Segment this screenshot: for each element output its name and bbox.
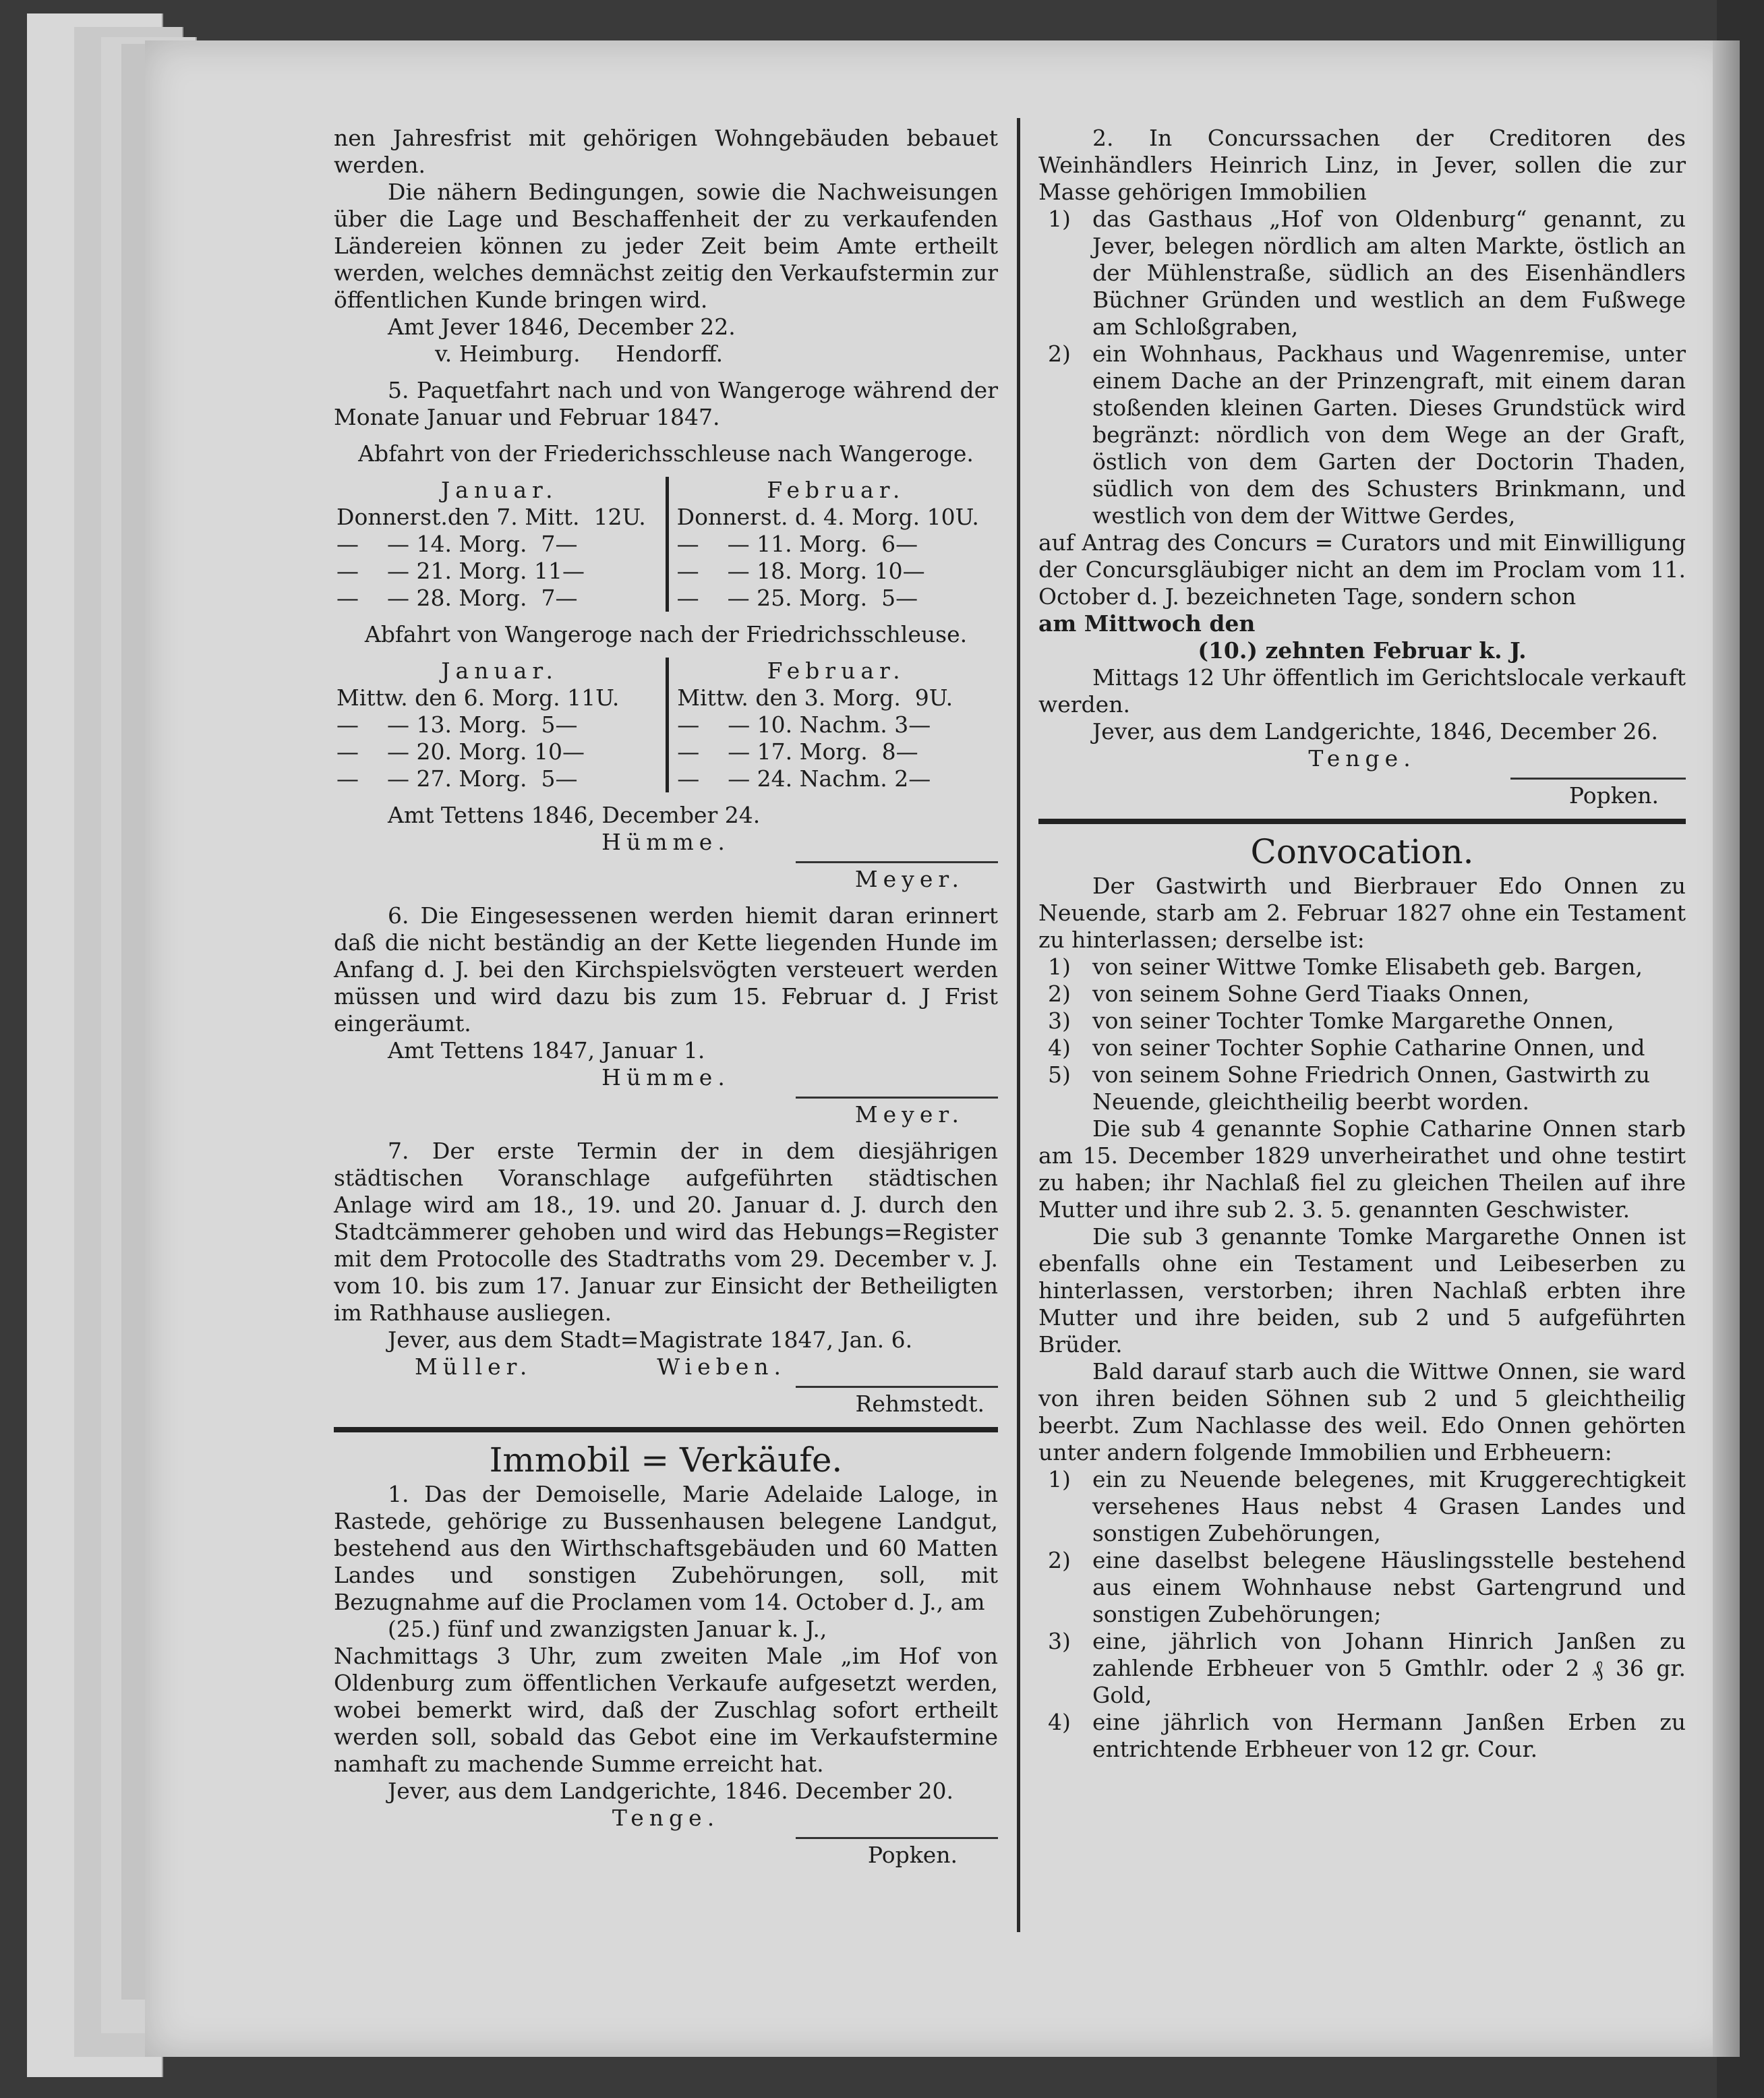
table-cell: Mittw. den 6. Morg. 11U. bbox=[336, 684, 620, 711]
list-item bbox=[1038, 1035, 1686, 1061]
column-divider bbox=[1017, 118, 1020, 1932]
section-heading-convocation: Convocation. bbox=[1250, 832, 1474, 871]
table-cell: — — 14. Morg. 7— bbox=[336, 531, 578, 557]
signature-humme-1: Hümme. bbox=[601, 829, 730, 855]
table-cell: — — 27. Morg. 5— bbox=[336, 765, 578, 792]
list-number: 3) bbox=[1048, 1628, 1071, 1654]
table-row bbox=[334, 738, 998, 765]
paragraph-mittags: Mittags 12 Uhr öffentlich im Gerichtslocale verkauft werden. bbox=[1038, 664, 1686, 718]
signature-meyer-1: Meyer. bbox=[854, 866, 964, 892]
table-header-february: Februar. bbox=[767, 477, 906, 503]
list-text: eine, jährlich von Johann Hinrich Janßen zu zahlende Erbheuer von 5 Gmthlr. oder 2 ₰ 36 gr. Gold, bbox=[1092, 1628, 1686, 1708]
signature-tenge-2: Tenge. bbox=[1308, 745, 1416, 771]
dateline-amt-jever: Amt Jever 1846, December 22. bbox=[388, 314, 736, 340]
list-item bbox=[1038, 1061, 1686, 1115]
table-cell: — — 17. Morg. 8— bbox=[677, 738, 918, 765]
convocation-paragraph-4: Bald darauf starb auch die Wittwe Onnen, sie ward von ihren beiden Söhnen sub 2 und 5 gleichtheilig beerbt. Zum Nachlasse des weil. Edo Onnen gehörten unter andern folgende Immobilien und Erbheuern: bbox=[1038, 1358, 1686, 1465]
list-number: 4) bbox=[1048, 1709, 1071, 1735]
convocation-paragraph-1: Der Gastwirth und Bierbrauer Edo Onnen zu Neuende, starb am 2. Februar 1827 ohne ein Testament zu hinterlassen; derselbe ist: bbox=[1038, 873, 1686, 953]
section-heading-immobil: Immobil = Verkäufe. bbox=[489, 1440, 843, 1480]
signature-rehmstedt: Rehmstedt. bbox=[855, 1391, 984, 1417]
list-text: eine daselbst belegene Häuslingsstelle bestehend aus einem Wohnhause nebst Gartengrund und sonstigen Zubehörungen; bbox=[1092, 1547, 1686, 1627]
notice-item-2: 2. In Concurssachen der Creditoren des Weinhändlers Heinrich Linz, in Jever, sollen die zur Masse gehörigen Immobilien bbox=[1038, 125, 1686, 205]
list-number: 2) bbox=[1048, 341, 1071, 367]
immobil-item-1-date: (25.) fünf und zwanzigsten Januar k. J., bbox=[388, 1616, 827, 1642]
dateline-jever-land-2: Jever, aus dem Landgerichte, 1846, December 26. bbox=[1092, 718, 1658, 745]
notice-item-5: 5. Paquetfahrt nach und von Wangeroge während der Monate Januar und Februar 1847. bbox=[334, 377, 998, 430]
table-cell: — — 10. Nachm. 3— bbox=[677, 711, 931, 738]
list-text: von seiner Wittwe Tomke Elisabeth geb. Bargen, bbox=[1092, 954, 1643, 980]
heirs-list bbox=[1038, 954, 1686, 1115]
list-number: 4) bbox=[1048, 1035, 1071, 1061]
list-item bbox=[1038, 981, 1686, 1008]
table-row bbox=[334, 711, 998, 738]
signature-mueller-wieben: Müller. Wieben. bbox=[415, 1353, 787, 1380]
sale-date: (10.) zehnten Februar k. J. bbox=[1198, 637, 1527, 664]
signature-tenge-1: Tenge. bbox=[612, 1805, 720, 1831]
section-rule bbox=[1038, 819, 1686, 824]
table-cell: — — 20. Morg. 10— bbox=[336, 738, 585, 765]
page-binding bbox=[1713, 40, 1740, 2057]
schedule-table-2 bbox=[334, 658, 998, 792]
list-item bbox=[1038, 954, 1686, 981]
sale-weekday: am Mittwoch den bbox=[1038, 610, 1256, 637]
table-cell: — — 13. Morg. 5— bbox=[336, 711, 578, 738]
signature-popken-2: Popken. bbox=[1568, 782, 1659, 809]
table-row bbox=[334, 765, 998, 792]
signature-humme-2: Hümme. bbox=[601, 1064, 730, 1090]
list-number: 3) bbox=[1048, 1008, 1071, 1034]
table-cell: — — 24. Nachm. 2— bbox=[677, 765, 931, 792]
signature-popken-1: Popken. bbox=[867, 1842, 958, 1868]
signature-jever: v. Heimburg. Hendorff. bbox=[435, 341, 724, 367]
dateline-amt-tettens-1: Amt Tettens 1846, December 24. bbox=[388, 802, 761, 828]
property-list bbox=[1038, 206, 1686, 529]
list-text: von seiner Tochter Sophie Catharine Onnen, und bbox=[1092, 1035, 1645, 1061]
notice-item-6: 6. Die Eingesessenen werden hiemit daran erinnert daß die nicht beständig an der Kette liegenden Hunde im Anfang d. J. bei den Kirchspielsvögten versteuert werden müssen und wird dazu bis zum 15. Februar d. J Frist eingeräumt. bbox=[334, 902, 998, 1037]
table-cell: — — 21. Morg. 11— bbox=[336, 558, 585, 584]
list-text: von seiner Tochter Tomke Margarethe Onnen, bbox=[1092, 1008, 1614, 1034]
table-row bbox=[334, 684, 998, 711]
table-cell: Donnerst.den 7. Mitt. 12U. bbox=[336, 504, 646, 530]
list-number: 2) bbox=[1048, 1547, 1071, 1573]
list-text: eine jährlich von Hermann Janßen Erben zu entrichtende Erbheuer von 12 gr. Cour. bbox=[1092, 1709, 1686, 1762]
table-row bbox=[334, 504, 998, 531]
list-number: 5) bbox=[1048, 1061, 1071, 1088]
signature-meyer-2: Meyer. bbox=[854, 1101, 964, 1128]
immobil-item-1-body: Nachmittags 3 Uhr, zum zweiten Male „im Hof von Oldenburg zum öffentlichen Verkaufe aufgesetzt werden, wobei bemerkt wird, daß der Zuschlag sofort ertheilt werden soll, sobald das Gebot eine im Verkaufstermine namhaft zu machende Summe erreicht hat. bbox=[334, 1643, 998, 1777]
table-cell: — — 11. Morg. 6— bbox=[676, 531, 918, 557]
list-number: 2) bbox=[1048, 981, 1071, 1007]
notice-item-7: 7. Der erste Termin der in dem diesjährigen städtischen Voranschlage aufgeführten städtischen Anlage wird am 18., 19. und 20. Januar d. J. durch den Stadtcämmerer gehoben und wird das Hebungs=Register mit dem Protocolle des Stadtraths vom 29. December v. J. vom 10. bis zum 17. Januar zur Einsicht der Betheiligten im Rathhause ausliegen. bbox=[334, 1138, 998, 1326]
table-header-january: Januar. bbox=[440, 477, 558, 503]
list-item bbox=[1038, 206, 1686, 341]
list-text: ein zu Neuende belegenes, mit Kruggerechtigkeit versehenes Haus nebst 4 Grasen Landes und sonstigen Zubehörungen, bbox=[1092, 1466, 1686, 1546]
dateline-jever-land-1: Jever, aus dem Landgerichte, 1846. December 20. bbox=[388, 1778, 953, 1804]
convocation-paragraph-3: Die sub 3 genannte Tomke Margarethe Onnen ist ebenfalls ohne ein Testament und Leibeserben zu hinterlassen, verstorben; ihren Nachlaß erbten ihre Mutter und ihre beiden, sub 2 und 5 aufgeführten Brüder. bbox=[1038, 1223, 1686, 1358]
list-text: von seinem Sohne Friedrich Onnen, Gastwirth zu Neuende, gleichtheilig beerbt worden. bbox=[1092, 1061, 1651, 1115]
immobil-item-1: 1. Das der Demoiselle, Marie Adelaide Laloge, in Rastede, gehörige zu Bussenhausen belegene Landgut, bestehend aus den Wirthschaftsgebäuden und 60 Matten Landes und sonstigen Zubehörungen, soll, mit Bezugnahme auf die Proclamen vom 14. October d. J., am bbox=[334, 1481, 998, 1615]
table-cell: — — 28. Morg. 7— bbox=[336, 585, 578, 611]
paragraph-continuation: nen Jahresfrist mit gehörigen Wohngebäuden bebauet werden. bbox=[334, 125, 998, 178]
list-item bbox=[1038, 1547, 1686, 1628]
table-row bbox=[334, 531, 998, 558]
list-item bbox=[1038, 1628, 1686, 1709]
table-cell: Mittw. den 3. Morg. 9U. bbox=[677, 684, 953, 711]
convocation-paragraph-2: Die sub 4 genannte Sophie Catharine Onnen starb am 15. December 1829 unverheirathet und ohne testirt zu haben; ihr Nachlaß fiel zu gleichen Theilen auf ihre Mutter und ihre sub 2. 3. 5. genannten Geschwister. bbox=[1038, 1115, 1686, 1223]
list-item bbox=[1038, 341, 1686, 529]
list-item bbox=[1038, 1709, 1686, 1763]
table-cell: — — 25. Morg. 5— bbox=[676, 585, 918, 611]
right-column bbox=[1038, 125, 1686, 1763]
left-column bbox=[334, 125, 998, 1869]
dateline-amt-tettens-2: Amt Tettens 1847, Januar 1. bbox=[388, 1037, 705, 1063]
table-row bbox=[334, 585, 998, 612]
list-number: 1) bbox=[1048, 954, 1071, 980]
list-item bbox=[1038, 1008, 1686, 1035]
schedule-heading-1: Abfahrt von der Friederichsschleuse nach Wangeroge. bbox=[358, 440, 974, 467]
dateline-jever-stadt: Jever, aus dem Stadt=Magistrate 1847, Jan. 6. bbox=[388, 1327, 913, 1353]
list-text: von seinem Sohne Gerd Tiaaks Onnen, bbox=[1092, 981, 1530, 1007]
schedule-table-1 bbox=[334, 477, 998, 612]
paragraph-antrag: auf Antrag des Concurs = Curators und mit Einwilligung der Concursgläubiger nicht an dem im Proclam vom 11. October d. J. bezeichneten Tage, sondern schon bbox=[1038, 529, 1686, 610]
section-rule bbox=[334, 1427, 998, 1432]
list-number: 1) bbox=[1048, 1466, 1071, 1492]
list-number: 1) bbox=[1048, 206, 1071, 232]
table-cell: — — 18. Morg. 10— bbox=[676, 558, 925, 584]
list-text: das Gasthaus „Hof von Oldenburg“ genannt, zu Jever, belegen nördlich am alten Markte, östlich an der Mühlenstraße, südlich an des Eisenhändlers Büchner Gründen und westlich an dem Fußwege am Schloßgraben, bbox=[1092, 206, 1686, 340]
schedule-heading-2: Abfahrt von Wangeroge nach der Friedrichsschleuse. bbox=[364, 621, 968, 647]
estate-list bbox=[1038, 1466, 1686, 1763]
list-text: ein Wohnhaus, Packhaus und Wagenremise, unter einem Dache an der Prinzengraft, mit einem daran stoßenden kleinen Garten. Dieses Grundstück wird begränzt: nördlich von dem Wege an der Graft, östlich von dem Garten der Doctorin Thaden, südlich von dem des Schusters Brinkmann, und westlich von dem der Wittwe Gerdes, bbox=[1092, 341, 1686, 529]
table-cell: Donnerst. d. 4. Morg. 10U. bbox=[676, 504, 979, 530]
paragraph-conditions: Die nähern Bedingungen, sowie die Nachweisungen über die Lage und Beschaffenheit der zu verkaufenden Ländereien können zu jeder Zeit beim Amte ertheilt werden, welches demnächst zeitig den Verkaufstermin zur öffentlichen Kunde bringen wird. bbox=[334, 179, 998, 313]
list-item bbox=[1038, 1466, 1686, 1547]
table-row bbox=[334, 558, 998, 585]
table-header-february: Februar. bbox=[767, 658, 906, 684]
table-header-january: Januar. bbox=[441, 658, 558, 684]
